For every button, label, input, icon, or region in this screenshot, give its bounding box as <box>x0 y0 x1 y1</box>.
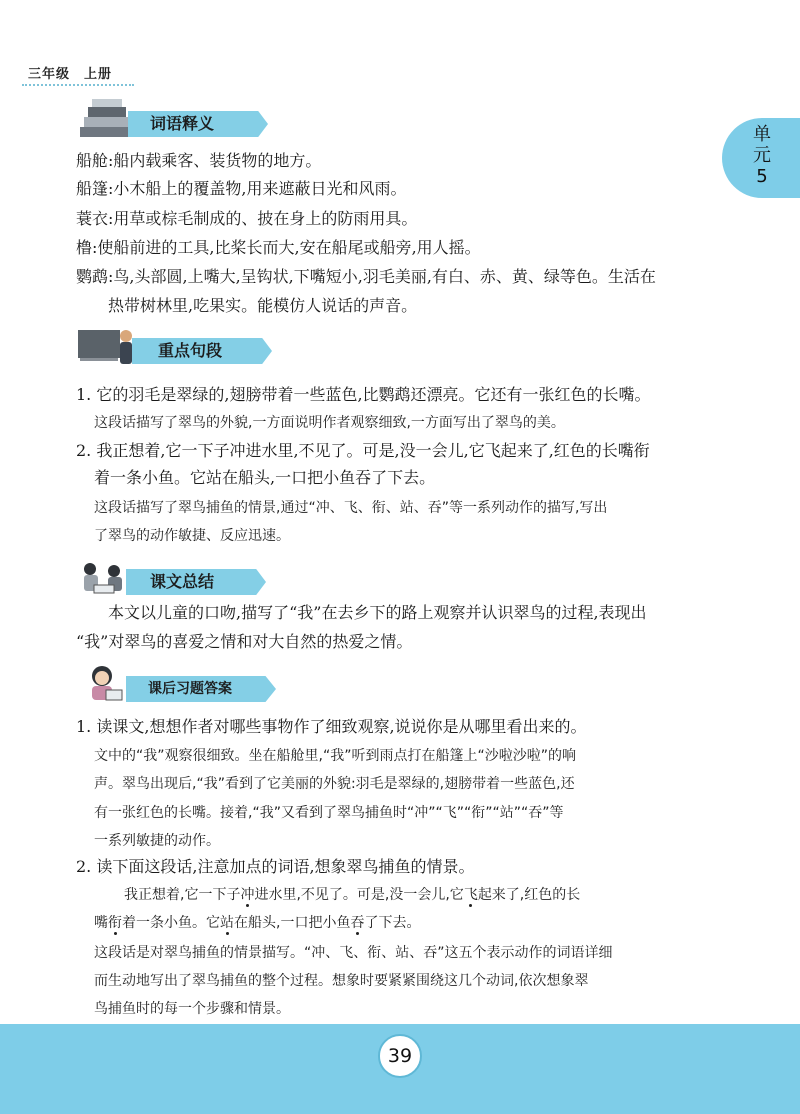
emphasis-word: 飞 <box>463 887 478 903</box>
section-key-header <box>76 332 276 368</box>
section-answers-title: 课后习题答案 <box>148 681 232 697</box>
key-analysis: 了翠鸟的动作敏捷、反应迅速。 <box>94 528 290 544</box>
question-2: 2. 读下面这段话,注意加点的词语,想象翠鸟捕鱼的情景。 <box>76 857 475 876</box>
header-divider <box>22 84 134 86</box>
question-1: 1. 读课文,想想作者对哪些事物作了细致观察,说说你是从哪里看出来的。 <box>76 717 587 736</box>
emphasis-word: 吞 <box>350 915 365 931</box>
answer-2-line: 鸟捕鱼时的每一个步骤和情景。 <box>94 1001 290 1017</box>
quoted-passage-line: 我正想着,它一下子冲进水里,不见了。可是,没一会儿,它飞起来了,红色的长 <box>124 887 581 903</box>
key-analysis: 这段话描写了翠鸟的外貌,一方面说明作者观察细致,一方面写出了翠鸟的美。 <box>94 415 565 431</box>
answer-1-line: 有一张红色的长嘴。接着,“我”又看到了翠鸟捕鱼时“冲”“飞”“衔”“站”“吞”等 <box>94 805 564 821</box>
key-sentence: 1. 它的羽毛是翠绿的,翅膀带着一些蓝色,比鹦鹉还漂亮。它还有一张红色的长嘴。 <box>76 385 651 404</box>
vocab-line: 热带树林里,吃果实。能模仿人说话的声音。 <box>108 296 418 315</box>
girl-reading-icon <box>76 662 134 706</box>
answer-1-line: 文中的“我”观察很细致。坐在船舱里,“我”听到雨点打在船篷上“沙啦沙啦”的响 <box>94 748 576 764</box>
grade-label: 三年级 上册 <box>28 67 113 82</box>
children-reading-icon <box>76 555 134 599</box>
section-summary-header <box>76 563 276 599</box>
emphasis-word: 冲 <box>240 887 255 903</box>
quoted-passage-line: 嘴衔着一条小鱼。它站在船头,一口把小鱼吞了下去。 <box>94 915 421 931</box>
emphasis-word: 站 <box>220 915 234 931</box>
section-answers-header <box>76 670 276 706</box>
answer-1-line: 一系列敏捷的动作。 <box>94 833 220 849</box>
answer-1-line: 声。翠鸟出现后,“我”看到了它美丽的外貌:羽毛是翠绿的,翅膀带着一些蓝色,还 <box>94 776 575 792</box>
teacher-board-icon <box>76 326 138 370</box>
key-analysis: 这段话描写了翠鸟捕鱼的情景,通过“冲、飞、衔、站、吞”等一系列动作的描写,写出 <box>94 500 608 516</box>
emphasis-word: 衔 <box>108 915 122 931</box>
vocab-line: 船舱:船内载乘客、装货物的地方。 <box>76 151 322 170</box>
key-sentence: 着一条小鱼。它站在船头,一口把小鱼吞了下去。 <box>94 468 436 487</box>
summary-line: “我”对翠鸟的喜爱之情和对大自然的热爱之情。 <box>76 632 413 651</box>
vocab-line: 蓑衣:用草或棕毛制成的、披在身上的防雨用具。 <box>76 209 418 228</box>
section-summary-title: 课文总结 <box>150 572 215 591</box>
answer-2-line: 这段话是对翠鸟捕鱼的情景描写。“冲、飞、衔、站、吞”这五个表示动作的词语详细 <box>94 945 613 961</box>
vocab-line: 橹:使船前进的工具,比桨长而大,安在船尾或船旁,用人摇。 <box>76 238 481 257</box>
section-vocab-title: 词语释义 <box>150 114 215 133</box>
vocab-line: 船篷:小木船上的覆盖物,用来遮蔽日光和风雨。 <box>76 179 407 198</box>
page-number: 39 <box>378 1034 422 1078</box>
summary-line: 本文以儿童的口吻,描写了“我”在去乡下的路上观察并认识翠鸟的过程,表现出 <box>108 603 647 622</box>
unit-label: 单 元 5 <box>753 124 771 187</box>
answer-2-line: 而生动地写出了翠鸟捕鱼的整个过程。想象时要紧紧围绕这几个动词,依次想象翠 <box>94 973 589 989</box>
section-vocab-header <box>76 105 276 141</box>
books-icon <box>76 97 136 141</box>
vocab-line: 鹦鹉:鸟,头部圆,上嘴大,呈钩状,下嘴短小,羽毛美丽,有白、赤、黄、绿等色。生活在 <box>76 267 656 286</box>
key-sentence: 2. 我正想着,它一下子冲进水里,不见了。可是,没一会儿,它飞起来了,红色的长嘴衔 <box>76 441 650 460</box>
section-key-title: 重点句段 <box>158 341 223 360</box>
